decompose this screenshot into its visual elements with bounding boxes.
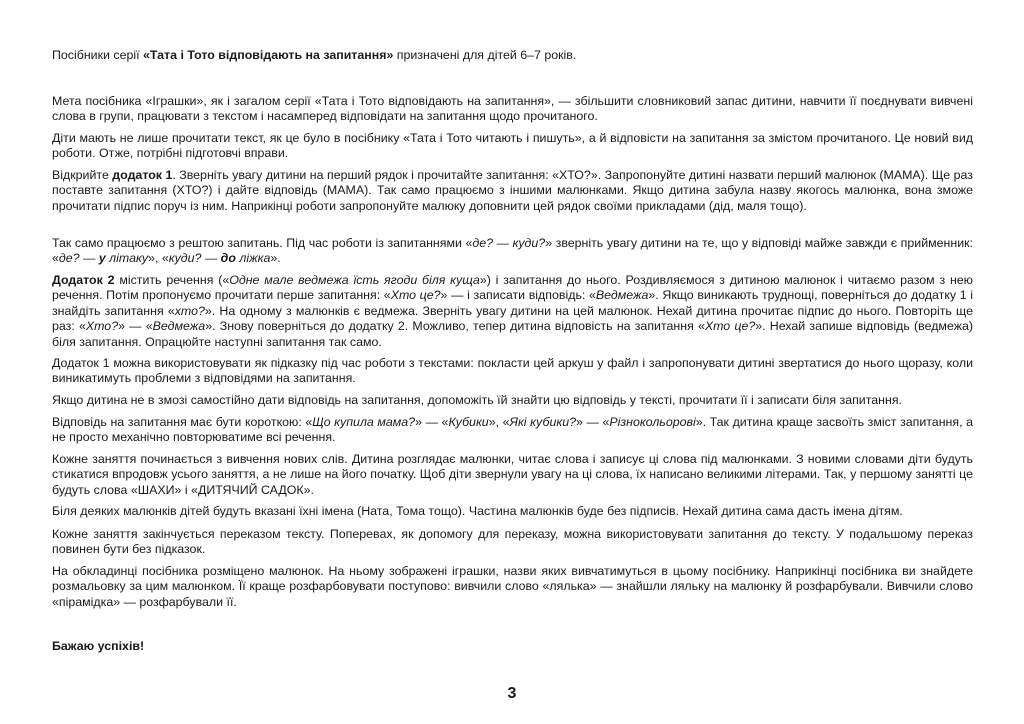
paragraph-new-words: Кожне заняття починається з вивчення нових слів. Дитина розглядає малюнки, читає слова і записує ці слова під малюнками. З новими словами діти будуть стикатися впродовж усього заняття, а не лише на його початку. Щоб діти звернули увагу на ці слова, їх написано великими літерами. Так, у першому занятті це будуть слова «ШАХИ» і «ДИТЯЧИЙ САДОК». bbox=[52, 452, 973, 497]
page-number: 3 bbox=[507, 685, 517, 702]
paragraph-help-find: Якщо дитина не в змозі самостійно дати відповідь на запитання, допоможіть їй знайти цю відповідь у тексті, прочитати її і записати біля запитання. bbox=[52, 393, 902, 407]
closing-wish: Бажаю успіхів! bbox=[52, 639, 145, 653]
paragraph-cover: На обкладинці посібника розміщено малюнок. На ньому зображені іграшки, назви яких вивчатимуться в цьому посібнику. Наприкінці посібника ви знайдете розмальовку за цим малюнком. Її краще розфарбовувати поступово: вивчили слово «лялька» — знайшли ляльку на малюнку й розфарбували. Вивчили слово «пірамідка» — розфарбували її. bbox=[52, 564, 973, 609]
paragraph-goal: Мета посібника «Іграшки», як і загалом серії «Тата і Тото відповідають на запитання», — збільшити словниковий запас дитини, навчити її поєднувати вивчені слова в групи, працювати з текстом і насамперед відповідати на запитання щодо прочитаного. bbox=[52, 94, 973, 124]
paragraph-retelling: Кожне заняття закінчується переказом тексту. Поперевах, як допомогу для переказу, можна використовувати запитання до тексту. У подальшому переказ повинен бути без підказок. bbox=[52, 527, 973, 557]
paragraph-short-answer: Відповідь на запитання має бути короткою: «Що купила мама?» — «Кубики», «Які кубики?» — «Різнокольорові». Так дитина краще засвоїть зміст запитання, а не просто механічно повторюватиме всі речення. bbox=[52, 415, 974, 445]
paragraph-new-work: Діти мають не лише прочитати текст, як це було в посібнику «Тата і Тото читають і пишуть», а й відповісти на запитання за змістом прочитаного. Це новий вид роботи. Отже, потрібні підготовчі вправи. bbox=[52, 131, 973, 161]
series-title: «Тата і Тото відповідають на запитання» bbox=[143, 48, 394, 62]
paragraph-appendix-2: Додаток 2 містить речення («Одне мале ведмежа їсть ягоди біля куща») і запитання до нього. Роздивляємося з дитиною малюнок і читаємо разом з нею речення. Потім пропонуємо прочитати перше запитання: «Хто це?» — і записати відповідь: «Ведмежа». Якщо виникають труднощі, поверніться до додатку 1 і знайдіть запитання «хто?». На одному з малюнків є ведмежа. Зверніть увагу дитини на цей малюнок. Нехай дитина прочитає підпис до нього. Повторіть ще раз: «Хто?» — «Ведмежа». Знову поверніться до додатку 2. Можливо, тепер дитина відповість на запитання «Хто це?». Нехай запише відповідь (ведмежа) біля запитання. Опрацюйте наступні запитання так само. bbox=[52, 273, 974, 349]
paragraph-hint-usage: Додаток 1 можна використовувати як підказку під час роботи з текстами: покласти цей аркуш у файл і запропонувати дитині звертатися до нього щоразу, коли виникатимуть проблеми з відповідями на запитання. bbox=[52, 356, 973, 386]
intro-paragraph: Посібники серії «Тата і Тото відповідають на запитання» призначені для дітей 6–7 років. bbox=[52, 48, 577, 62]
paragraph-other-questions: Так само працюємо з рештою запитань. Під час роботи із запитаннями «де? — куди?» зверніть увагу дитини на те, що у відповіді майже завжди є прийменник: «де? — у літаку», «куди? — до ліжка». bbox=[52, 236, 973, 266]
paragraph-appendix-1: Відкрийте додаток 1. Зверніть увагу дитини на перший рядок і прочитайте запитання: «ХТО?». Запропонуйте дитині назвати перший малюнок (МАМА). Ще раз поставте запитання (ХТО?) і дайте відповідь (МАМА). Так само працюємо з іншими малюнками. Якщо дитина забула назву якогось малюнка, вона зможе прочитати підпис поруч із ним. Наприкінці роботи запропонуйте малюку доповнити цей рядок своїми прикладами (дід, маля тощо). bbox=[52, 168, 973, 213]
paragraph-names: Біля деяких малюнків дітей будуть вказані їхні імена (Ната, Тома тощо). Частина малюнків буде без підписів. Нехай дитина сама дасть імена дітям. bbox=[52, 504, 903, 518]
